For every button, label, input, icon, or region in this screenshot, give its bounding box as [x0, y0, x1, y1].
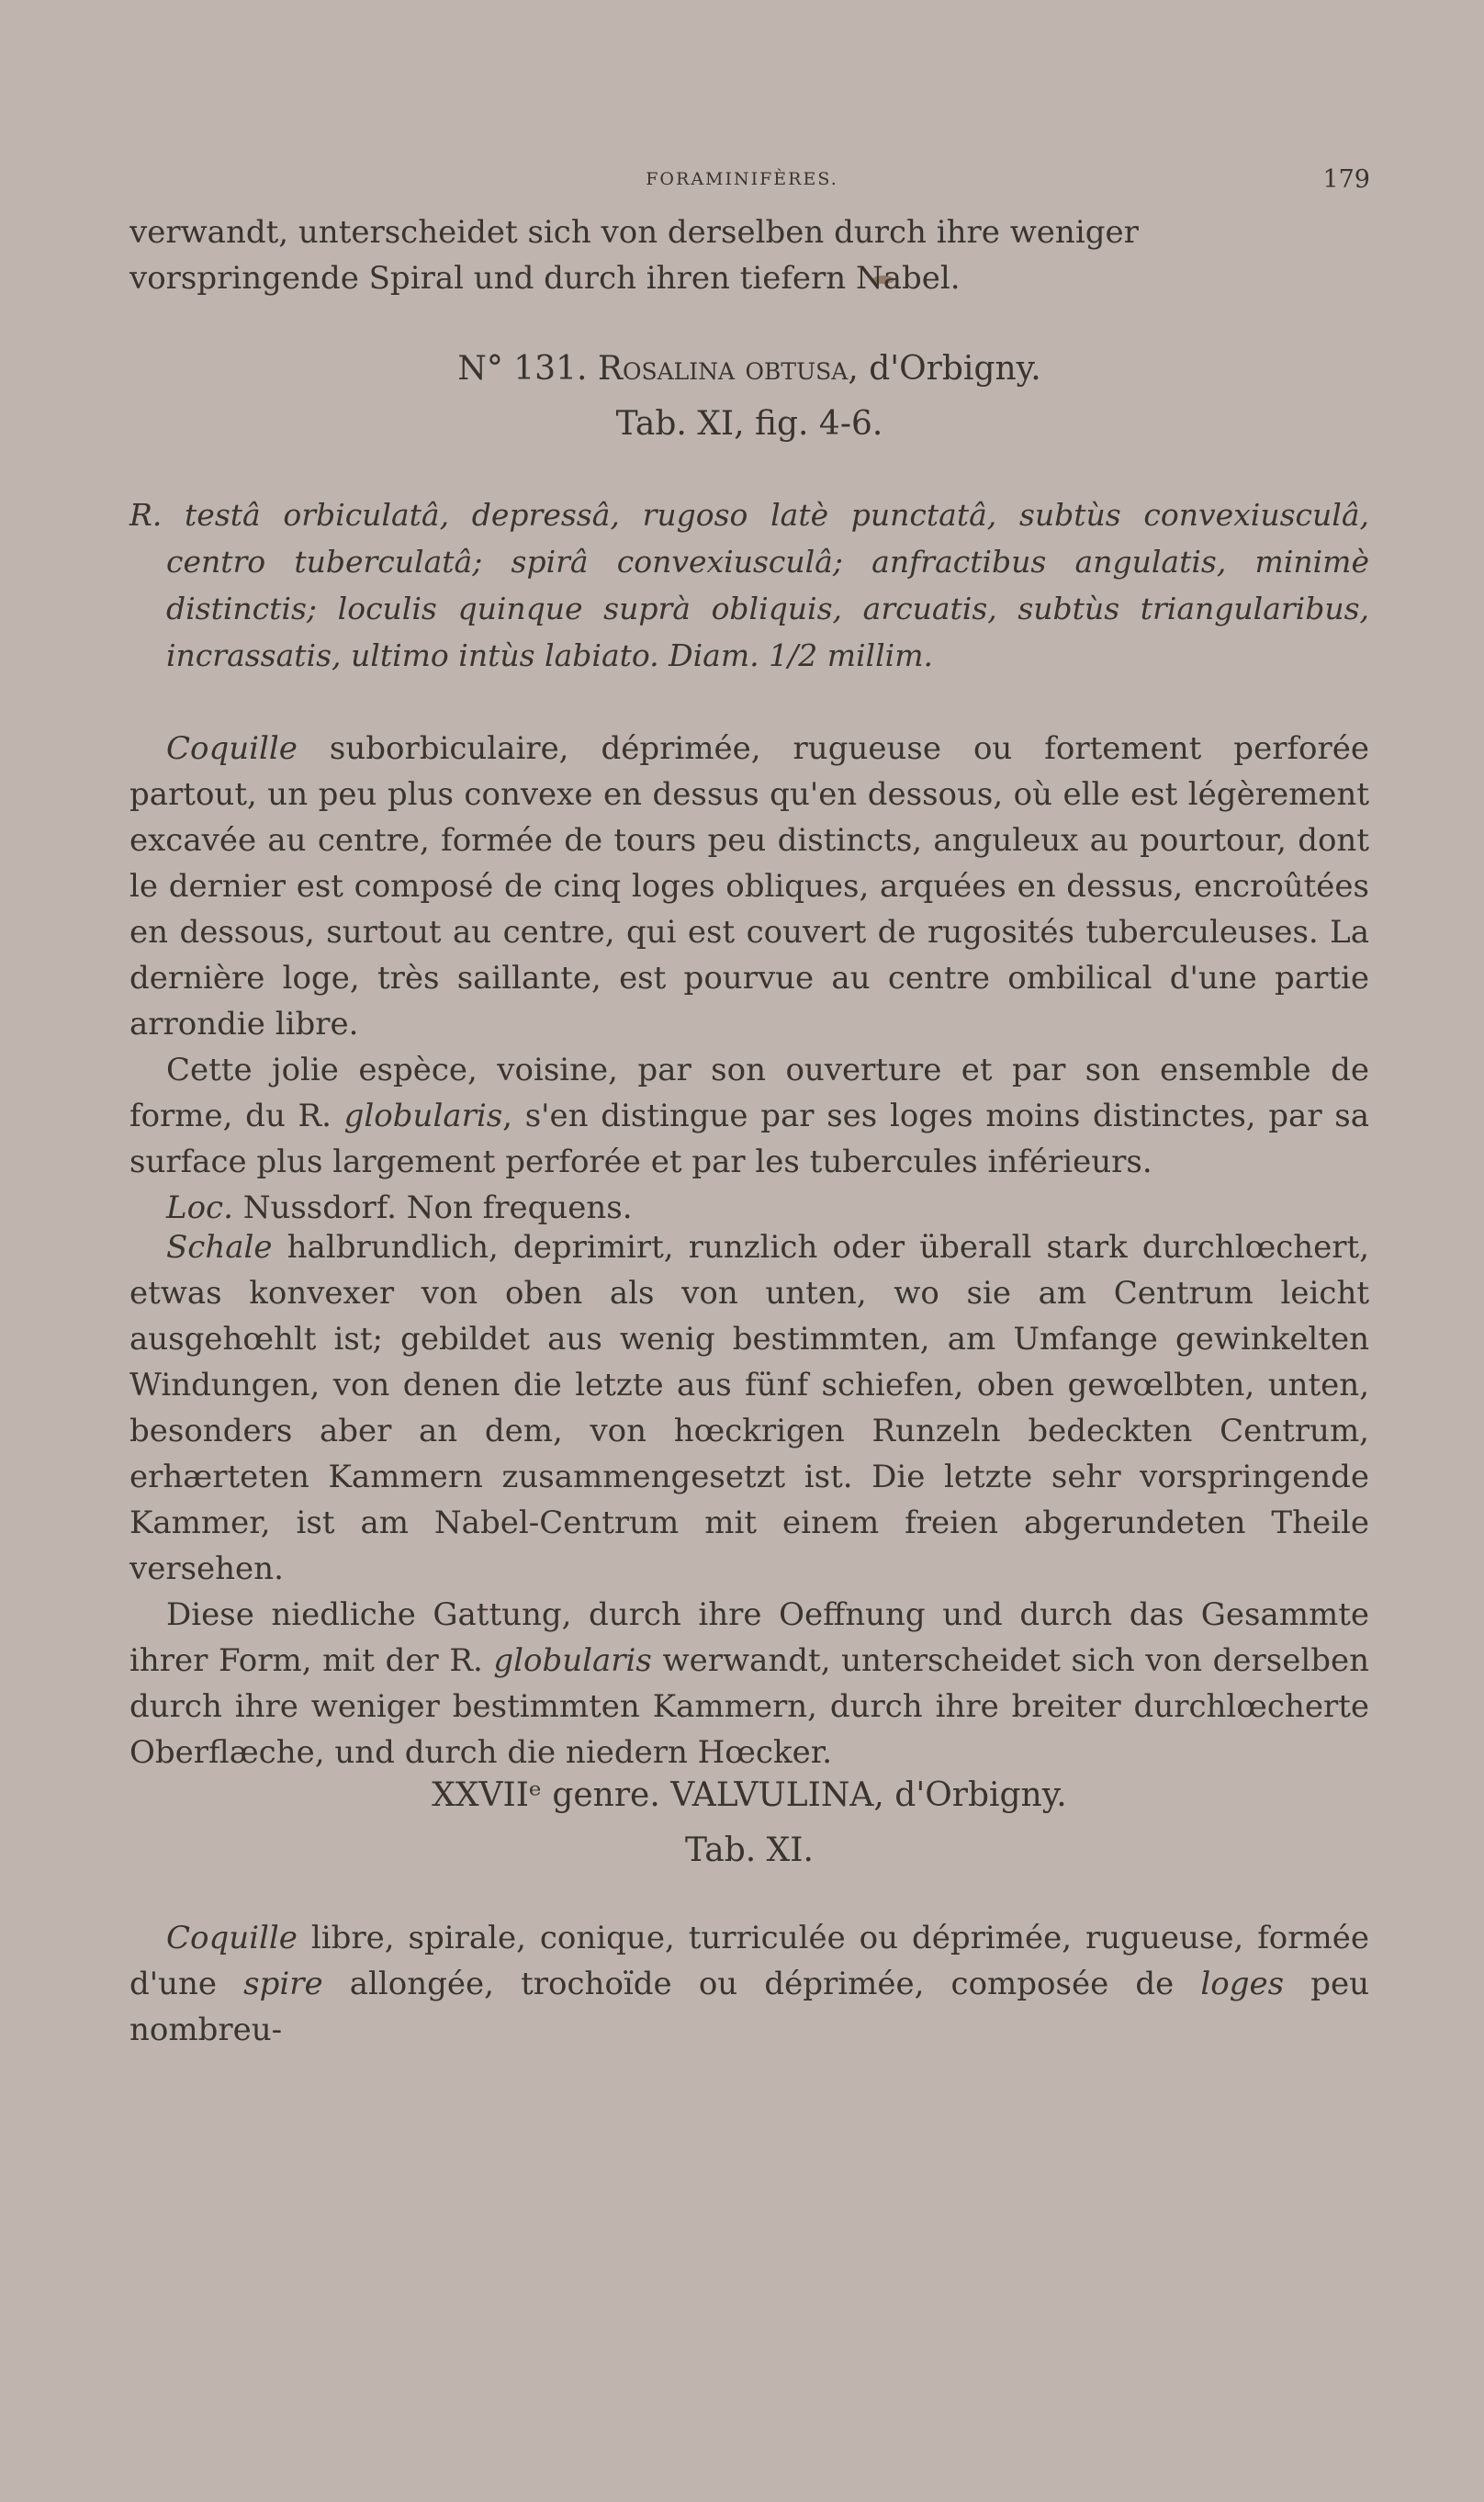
french-locality: Loc. Nussdorf. Non frequens.: [166, 1189, 633, 1226]
diagnosis-block: [129, 491, 1369, 679]
page-number: 179: [1322, 165, 1370, 194]
running-head: FORAMINIFÈRES.: [646, 169, 838, 189]
intro-paragraph: verwandt, unterscheidet sich von derselben durch ihre weniger vorspringende Spiral und durch ihren tiefern Nabel.: [129, 214, 1139, 297]
genus-heading: [129, 1768, 1369, 1878]
latin-diagnosis: R. testâ orbiculatâ, depressâ, rugoso latè punctatâ, subtùs convexiusculâ, centro tuberculatâ; spirâ convexiusculâ; anfractibus angulatis, minimè distinctis; loculis quinque suprà obliquis, arcuatis, subtùs triangularibus, incrassatis, ultimo intùs labiato. Diam. 1/2 millim.: [129, 497, 1369, 673]
german-description: [129, 1224, 1369, 1775]
species-heading: [129, 342, 1369, 452]
species-author: , d'Orbigny.: [848, 350, 1041, 388]
species-title: [129, 342, 1369, 397]
species-name: Rosalina obtusa: [597, 350, 849, 388]
intro-block: [129, 209, 1369, 301]
french-paragraph-1: Coquille suborbiculaire, déprimée, rugueuse ou fortement perforée partout, un peu plus convexe en dessus qu'en dessous, où elle est légèrement excavée au centre, formée de tours peu distincts, anguleux au pourtour, dont le dernier est composé de cinq loges obliques, arquées en dessus, encroûtées en dessous, surtout au centre, qui est couvert de rugosités tuberculeuses. La dernière loge, très saillante, est pourvue au centre ombilical d'une partie arrondie libre.: [129, 730, 1369, 1042]
genus-title: XXVIIᵉ genre. VALVULINA, d'Orbigny.: [432, 1776, 1067, 1814]
species-number: N° 131.: [457, 350, 588, 388]
french-description: [129, 726, 1369, 1231]
french-paragraph-2: Cette jolie espèce, voisine, par son ouverture et par son ensemble de forme, du R. globularis, s'en distingue par ses loges moins distinctes, par sa surface plus largement perforée et par les tubercules inférieurs.: [129, 1052, 1369, 1180]
genus-description: [129, 1915, 1369, 2053]
french-label-coquille: Coquille: [166, 730, 298, 767]
german-label-schale: Schale: [166, 1229, 273, 1266]
genus-paragraph: Coquille libre, spirale, conique, turriculée ou déprimée, rugueuse, formée d'une spire allongée, trochoïde ou déprimée, composée de loges peu nombreu-: [129, 1920, 1370, 2048]
german-paragraph-2: Diese niedliche Gattung, durch ihre Oeffnung und durch das Gesammte ihrer Form, mit der R. globularis werwandt, unterscheidet sich von derselben durch ihre weniger bestimmten Kammern, durch ihre breiter durchlœcherte Oberflæche, und durch die niedern Hœcker.: [129, 1596, 1369, 1771]
species-plate: Tab. XI, fig. 4-6.: [615, 405, 883, 443]
genus-plate: Tab. XI.: [685, 1831, 814, 1869]
german-paragraph-1: Schale halbrundlich, deprimirt, runzlich oder überall stark durchlœchert, etwas konvexer von oben als von unten, wo sie am Centrum leicht ausgehœhlt ist; gebildet aus wenig bestimmten, am Umfange gewinkelten Windungen, von denen die letzte aus fünf schiefen, oben gewœlbten, unten, besonders aber an dem, von hœckrigen Runzeln bedeckten Centrum, erhærteten Kammern zusammengesetzt ist. Die letzte sehr vorspringende Kammer, ist am Nabel-Centrum mit einem freien abgerundeten Theile versehen.: [129, 1229, 1369, 1587]
